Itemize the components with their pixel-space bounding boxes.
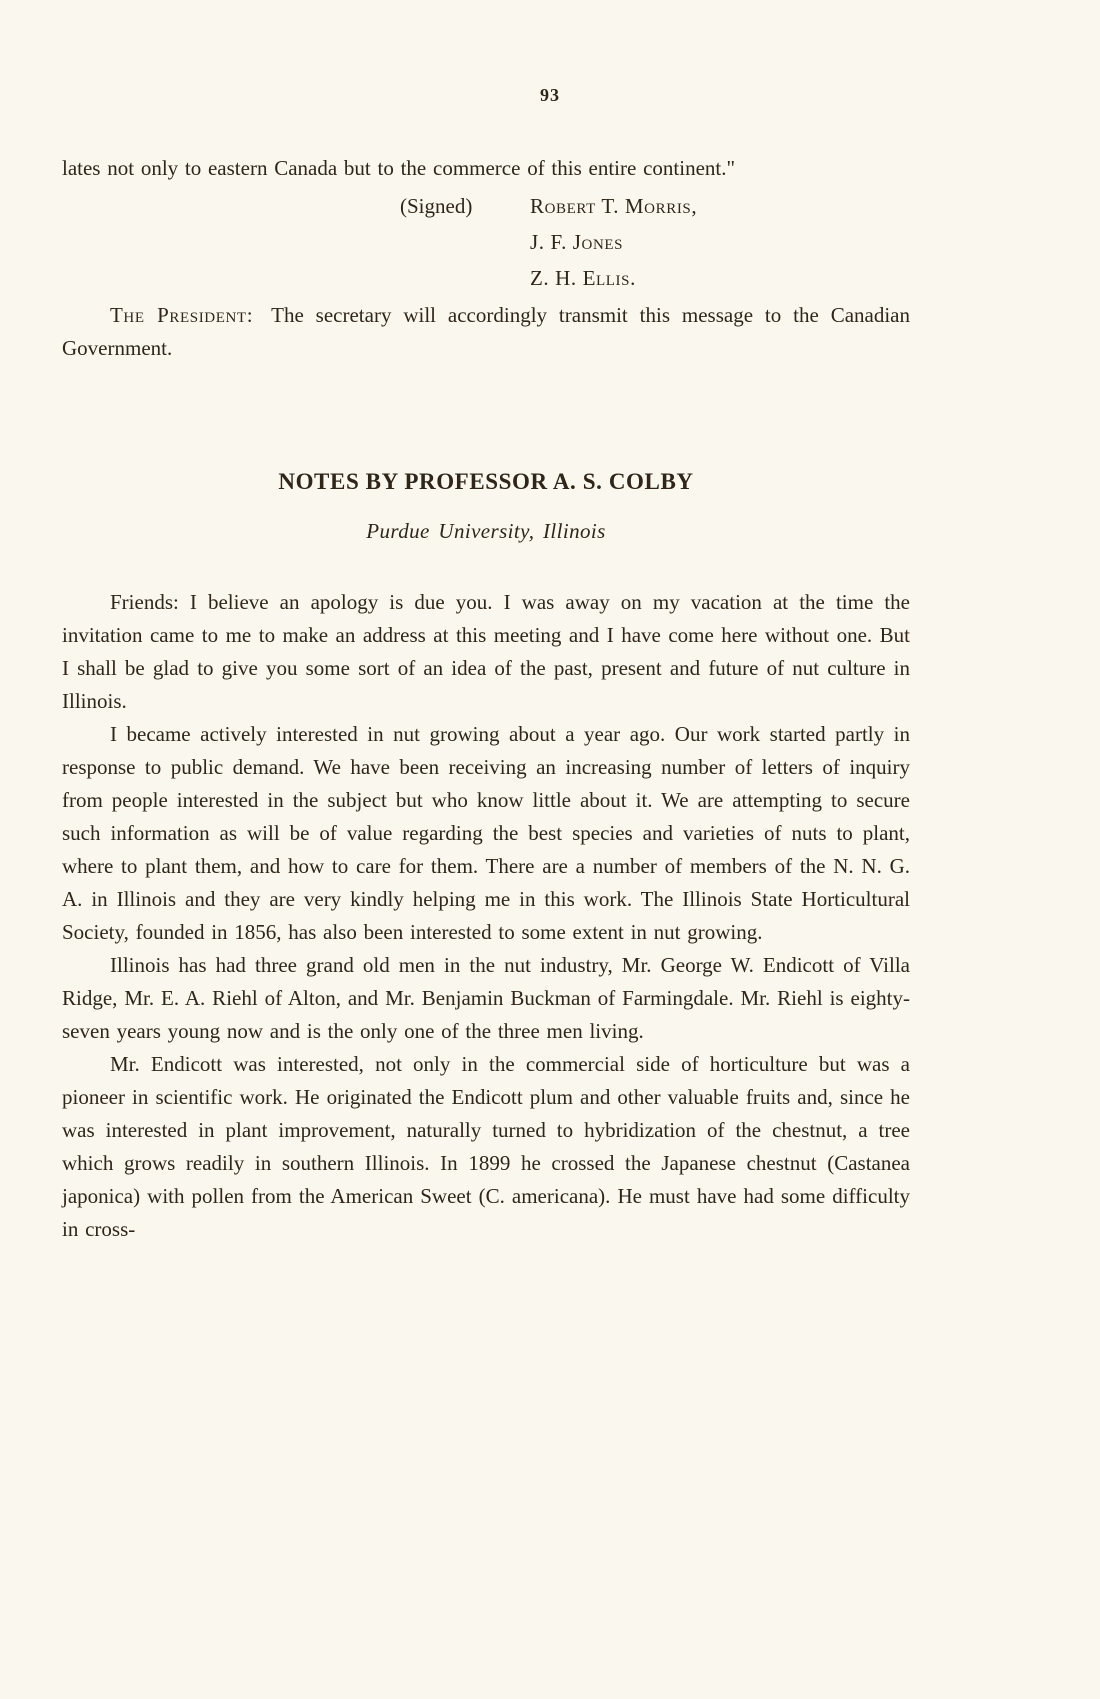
- article-title: NOTES BY PROFESSOR A. S. COLBY: [278, 469, 694, 494]
- continuation-paragraph: lates not only to eastern Canada but to the commerce of this entire continent.": [62, 156, 736, 180]
- body-paragraph: Illinois has had three grand old men in the nut industry, Mr. George W. Endicott of Villa Ridge, Mr. E. A. Riehl of Alton, and Mr. Benjamin Buckman of Farmingdale. Mr. Riehl is eighty-seven years young now and is the only one of the three men living.: [62, 953, 910, 1043]
- body-paragraph: I became actively interested in nut growing about a year ago. Our work started partly in response to public demand. We have been receiving an increasing number of letters of inquiry from people interested in the subject but who know little about it. We are attempting to secure such information as will be of value regarding the best species and varieties of nuts to plant, where to plant them, and how to care for them. There are a number of members of the N. N. G. A. in Illinois and they are very kindly helping me in this work. The Illinois State Horticultural Society, founded in 1856, has also been interested to some extent in nut growing.: [62, 722, 910, 944]
- signature-line: [62, 188, 910, 224]
- president-text: The secretary will accordingly transmit this message to the Canadian Government.: [62, 303, 911, 360]
- signature-block: [62, 188, 910, 296]
- signature-line: [62, 224, 910, 260]
- speaker-label: The President:: [110, 303, 254, 327]
- body-paragraph: Mr. Endicott was interested, not only in the commercial side of horticulture but was a pioneer in scientific work. He originated the Endicott plum and other valuable fruits and, since he was interested in plant improvement, naturally turned to hybridization of the chestnut, a tree which grows readily in southern Illinois. In 1899 he crossed the Japanese chestnut (Castanea japonica) with pollen from the American Sweet (C. americana). He must have had some difficulty in cross-: [62, 1052, 910, 1241]
- text-block: [62, 152, 910, 1246]
- signature-name: Z. H. Ellis.: [530, 266, 636, 290]
- president-paragraph: [62, 299, 910, 365]
- page-number: 93: [540, 85, 560, 105]
- article-subtitle: Purdue University, Illinois: [366, 519, 606, 543]
- signed-label: (Signed): [400, 194, 473, 218]
- body-paragraph: Friends: I believe an apology is due you. I was away on my vacation at the time the invitation came to me to make an address at this meeting and I have come here without one. But I shall be glad to give you some sort of an idea of the past, present and future of nut culture in Illinois.: [62, 590, 910, 713]
- signature-line: [62, 260, 910, 296]
- signature-name: Robert T. Morris,: [530, 194, 698, 218]
- signature-name: J. F. Jones: [530, 230, 624, 254]
